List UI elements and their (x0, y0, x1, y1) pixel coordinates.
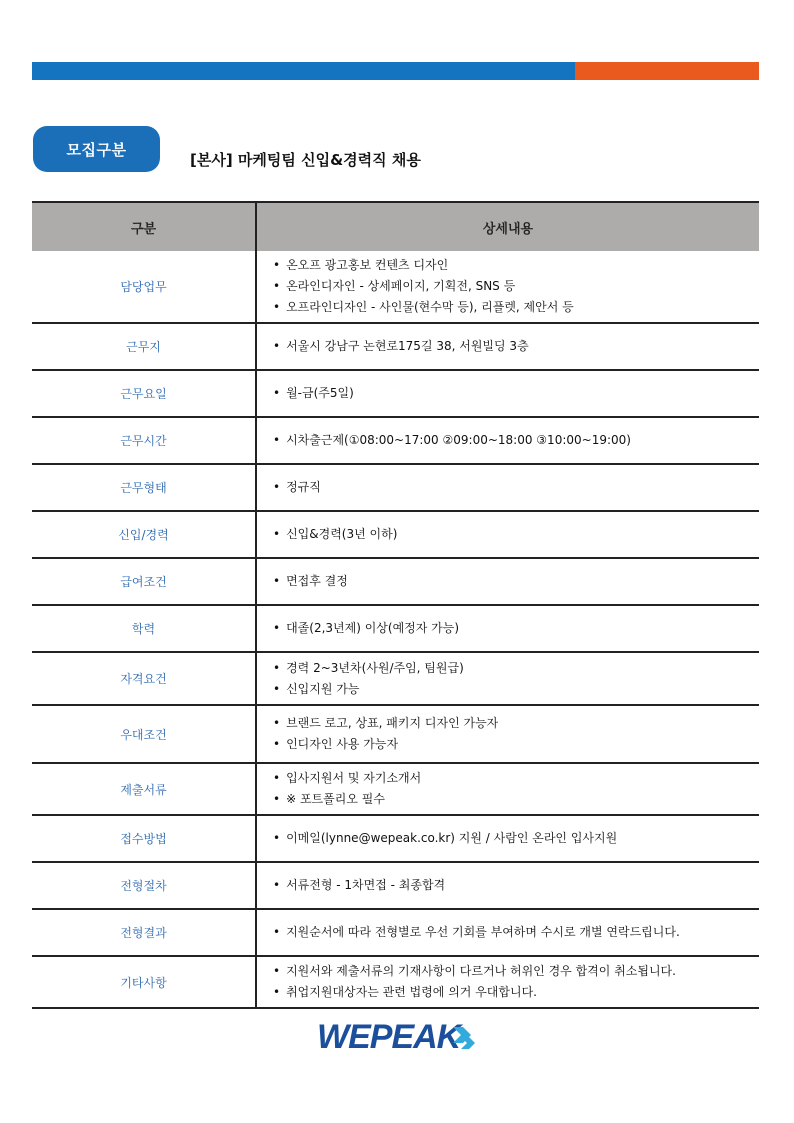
detail-line: • 지원순서에 따라 전형별로 우선 기회를 부여하며 수시로 개별 연락드립니다. (273, 922, 759, 943)
table-row (32, 605, 759, 652)
detail-line: • 온오프 광고홍보 컨텐츠 디자인 (273, 255, 759, 276)
table-row (32, 862, 759, 909)
row-label: 기타사항 (32, 956, 256, 1008)
logo-wordmark: WEPEAK (317, 1018, 461, 1055)
row-content (256, 323, 759, 370)
detail-line: • 이메일(lynne@wepeak.co.kr) 지원 / 사람인 온라인 입사지원 (273, 828, 759, 849)
detail-line: • 월-금(주5일) (273, 383, 759, 404)
row-label: 근무시간 (32, 417, 256, 464)
row-content (256, 417, 759, 464)
table-row (32, 652, 759, 705)
table-row (32, 251, 759, 323)
row-content (256, 652, 759, 705)
row-label: 접수방법 (32, 815, 256, 862)
recruitment-table (32, 201, 759, 1009)
row-content (256, 705, 759, 763)
detail-line: • 서울시 강남구 논현로175길 38, 서원빌딩 3층 (273, 336, 759, 357)
row-label: 근무요일 (32, 370, 256, 417)
detail-line: • 브랜드 로고, 상표, 패키지 디자인 가능자 (273, 713, 759, 734)
detail-line: • 정규직 (273, 477, 759, 498)
wepeak-logo (0, 1017, 794, 1059)
row-content (256, 464, 759, 511)
table-row (32, 464, 759, 511)
category-badge: 모집구분 (33, 126, 160, 172)
detail-line: • 시차출근제(①08:00~17:00 ②09:00~18:00 ③10:00~19:00) (273, 430, 759, 451)
table-row (32, 323, 759, 370)
row-label: 우대조건 (32, 705, 256, 763)
table-row (32, 705, 759, 763)
top-color-bar (32, 62, 759, 80)
row-label: 자격요건 (32, 652, 256, 705)
table-header-row (32, 202, 759, 251)
row-label: 근무지 (32, 323, 256, 370)
row-content (256, 956, 759, 1008)
detail-line: • ※ 포트폴리오 필수 (273, 789, 759, 810)
row-content (256, 251, 759, 323)
table-row (32, 815, 759, 862)
row-content (256, 605, 759, 652)
detail-line: • 경력 2~3년차(사원/주임, 팀원급) (273, 658, 759, 679)
detail-line: • 지원서와 제출서류의 기재사항이 다르거나 허위인 경우 합격이 취소됩니다. (273, 961, 759, 982)
row-content (256, 815, 759, 862)
detail-line: • 서류전형 - 1차면접 - 최종합격 (273, 875, 759, 896)
detail-line: • 취업지원대상자는 관련 법령에 의거 우대합니다. (273, 982, 759, 1003)
row-label: 전형결과 (32, 909, 256, 956)
row-content (256, 862, 759, 909)
detail-line: • 인디자인 사용 가능자 (273, 734, 759, 755)
table-row (32, 558, 759, 605)
detail-line: • 오프라인디자인 - 사인물(현수막 등), 리플렛, 제안서 등 (273, 297, 759, 318)
page-title: [본사] 마케팅팀 신입&경력직 채용 (190, 151, 421, 169)
row-content (256, 558, 759, 605)
row-content (256, 370, 759, 417)
row-label: 급여조건 (32, 558, 256, 605)
row-label: 근무형태 (32, 464, 256, 511)
row-content (256, 763, 759, 815)
row-label: 전형절차 (32, 862, 256, 909)
detail-line: • 면접후 결정 (273, 571, 759, 592)
detail-line: • 온라인디자인 - 상세페이지, 기획전, SNS 등 (273, 276, 759, 297)
table-row (32, 370, 759, 417)
table-row (32, 956, 759, 1008)
row-label: 담당업무 (32, 251, 256, 323)
top-bar-orange (575, 62, 759, 80)
row-content (256, 909, 759, 956)
table-row (32, 417, 759, 464)
top-bar-blue (32, 62, 575, 80)
row-label: 제출서류 (32, 763, 256, 815)
detail-line: • 입사지원서 및 자기소개서 (273, 768, 759, 789)
row-content (256, 511, 759, 558)
table-row (32, 763, 759, 815)
row-label: 신입/경력 (32, 511, 256, 558)
detail-line: • 신입지원 가능 (273, 679, 759, 700)
column-header-details: 상세내용 (256, 202, 759, 251)
row-label: 학력 (32, 605, 256, 652)
column-header-category: 구분 (32, 202, 256, 251)
wepeak-logo-mark (317, 1017, 477, 1055)
table-row (32, 511, 759, 558)
table-row (32, 909, 759, 956)
detail-line: • 대졸(2,3년제) 이상(예정자 가능) (273, 618, 759, 639)
detail-line: • 신입&경력(3년 이하) (273, 524, 759, 545)
